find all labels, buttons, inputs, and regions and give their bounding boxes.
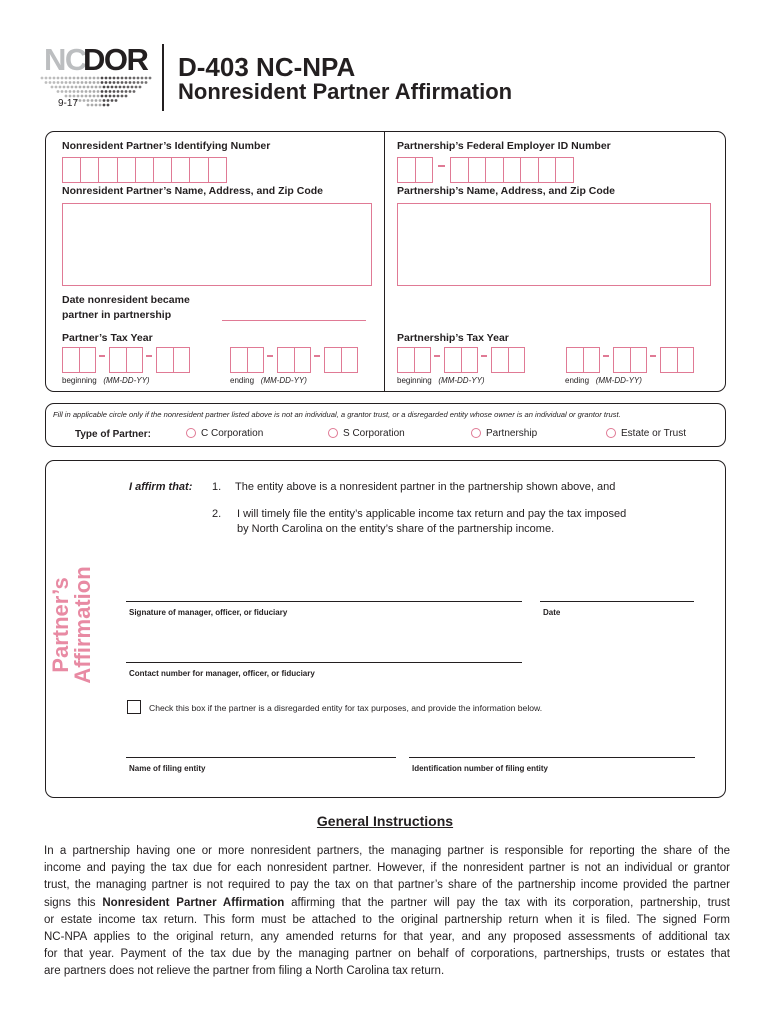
digit-cell[interactable] bbox=[79, 347, 97, 373]
digit-cell[interactable] bbox=[444, 347, 462, 373]
c-corporation-label: C Corporation bbox=[201, 428, 264, 439]
digit-cell[interactable] bbox=[230, 347, 248, 373]
separator-dash bbox=[438, 165, 445, 167]
date-became-label-line2: partner in partnership bbox=[62, 309, 172, 321]
digit-cell[interactable] bbox=[294, 347, 312, 373]
estate-or-trust-radio[interactable] bbox=[606, 428, 616, 438]
partnership-tax-year-label: Partnership’s Tax Year bbox=[397, 332, 509, 344]
filing-entity-id-label: Identification number of filing entity bbox=[412, 764, 548, 773]
separator-dash bbox=[99, 355, 105, 357]
digit-cell[interactable] bbox=[538, 157, 557, 183]
digit-cell[interactable] bbox=[153, 157, 172, 183]
item2-text-line2: by North Carolina on the entity’s share of the partnership income. bbox=[237, 523, 555, 535]
separator-dash bbox=[481, 355, 487, 357]
disregarded-entity-checkbox[interactable] bbox=[127, 700, 141, 714]
beginning-label: beginning bbox=[62, 376, 97, 385]
instructions-line: income and paying the tax due for each nonresident partner. However, if the nonresident partner is not an individual or grantor bbox=[44, 862, 730, 875]
digit-cell[interactable] bbox=[135, 157, 154, 183]
revision-date: 9-17 bbox=[58, 98, 79, 109]
separator-dash bbox=[603, 355, 609, 357]
instructions-line4-before: signs this bbox=[44, 896, 103, 909]
digit-cell[interactable] bbox=[660, 347, 678, 373]
form-title: Nonresident Partner Affirmation bbox=[178, 79, 513, 104]
digit-cell[interactable] bbox=[208, 157, 227, 183]
digit-cell[interactable] bbox=[247, 347, 265, 373]
digit-cell[interactable] bbox=[126, 347, 144, 373]
signature-field[interactable] bbox=[126, 601, 522, 602]
digit-cell[interactable] bbox=[461, 347, 479, 373]
digit-cell[interactable] bbox=[117, 157, 136, 183]
disregarded-entity-text: Check this box if the partner is a disregarded entity for tax purposes, and provide the information below. bbox=[149, 703, 543, 713]
partnership-beginning-caption bbox=[397, 376, 485, 385]
digit-cell[interactable] bbox=[520, 157, 539, 183]
date-field[interactable] bbox=[540, 601, 694, 602]
partner-name-address-field[interactable] bbox=[62, 203, 372, 286]
side-label-line2: Affirmation bbox=[70, 566, 95, 684]
digit-cell[interactable] bbox=[491, 347, 509, 373]
instructions-line: are partners does not relieve the partner from filing a North Carolina tax return. bbox=[44, 965, 445, 978]
instructions-line: for that year. Payment of the tax due by the managing partner on behalf of corporations, partnerships, trusts or estates that bbox=[44, 948, 730, 961]
digit-cell[interactable] bbox=[414, 347, 432, 373]
item2-number: 2. bbox=[212, 508, 222, 520]
date-became-field[interactable] bbox=[222, 320, 366, 321]
digit-cell[interactable] bbox=[485, 157, 504, 183]
digit-cell[interactable] bbox=[397, 347, 415, 373]
partner-type-instruction: Fill in applicable circle only if the nonresident partner listed above is not an individual, a grantor trust, or a disregarded entity whose owner is an individual or grantor trust. bbox=[53, 410, 621, 419]
header-divider bbox=[162, 44, 164, 111]
digit-cell[interactable] bbox=[555, 157, 574, 183]
filing-entity-name-field[interactable] bbox=[126, 757, 396, 758]
date-format: (MM-DD-YY) bbox=[260, 376, 307, 385]
partnership-label: Partnership bbox=[486, 428, 538, 439]
nc-map-dots-icon bbox=[40, 75, 152, 109]
partner-name-label: Nonresident Partner’s Name, Address, and Zip Code bbox=[62, 185, 324, 197]
digit-cell[interactable] bbox=[397, 157, 416, 183]
instructions-line: In a partnership having one or more nonresident partners, the managing partner is responsible for reporting the share of the bbox=[44, 845, 730, 857]
digit-cell[interactable] bbox=[156, 347, 174, 373]
logo-dor-text: DOR bbox=[83, 42, 148, 77]
digit-cell[interactable] bbox=[613, 347, 631, 373]
logo-nc-text: NC bbox=[44, 42, 86, 77]
digit-cell[interactable] bbox=[80, 157, 99, 183]
ending-label: ending bbox=[565, 376, 590, 385]
instructions-line4-after: affirming that the partner will pay the tax with its corporation, partnership, trust bbox=[284, 896, 730, 909]
date-format: (MM-DD-YY) bbox=[438, 376, 485, 385]
digit-cell[interactable] bbox=[583, 347, 601, 373]
digit-cell[interactable] bbox=[277, 347, 295, 373]
fein-label: Partnership’s Federal Employer ID Number bbox=[397, 140, 611, 152]
digit-cell[interactable] bbox=[415, 157, 434, 183]
partnership-name-address-field[interactable] bbox=[397, 203, 711, 286]
contact-number-field[interactable] bbox=[126, 662, 522, 663]
signature-label: Signature of manager, officer, or fiduciary bbox=[129, 608, 288, 617]
side-label-line1: Partner’s bbox=[48, 577, 73, 673]
digit-cell[interactable] bbox=[566, 347, 584, 373]
digit-cell[interactable] bbox=[62, 347, 80, 373]
date-format: (MM-DD-YY) bbox=[103, 376, 150, 385]
date-became-label-line1: Date nonresident became bbox=[62, 294, 190, 306]
estate-or-trust-label: Estate or Trust bbox=[621, 428, 687, 439]
partner-tax-year-label: Partner’s Tax Year bbox=[62, 332, 153, 344]
general-instructions-title-text: General Instructions bbox=[316, 813, 454, 829]
partners-affirmation-side-label bbox=[50, 560, 94, 690]
filing-entity-id-field[interactable] bbox=[409, 757, 695, 758]
digit-cell[interactable] bbox=[450, 157, 469, 183]
digit-cell[interactable] bbox=[503, 157, 522, 183]
section-divider bbox=[384, 131, 385, 392]
separator-dash bbox=[146, 355, 152, 357]
item1-number: 1. bbox=[212, 481, 222, 493]
date-format: (MM-DD-YY) bbox=[595, 376, 642, 385]
digit-cell[interactable] bbox=[109, 347, 127, 373]
filing-entity-name-label: Name of filing entity bbox=[129, 764, 206, 773]
instructions-line: or estate income tax return. This form must be attached to the original partnership return when it is filed. The signed Form bbox=[44, 913, 730, 926]
digit-cell[interactable] bbox=[173, 347, 191, 373]
partner-beginning-caption bbox=[62, 376, 150, 385]
instructions-line bbox=[44, 895, 730, 912]
digit-cell[interactable] bbox=[630, 347, 648, 373]
date-label: Date bbox=[543, 608, 561, 617]
instructions-line: trust, the managing partner is not required to pay the tax on that partner’s share of the partnership income provided the partner bbox=[44, 879, 730, 892]
digit-cell[interactable] bbox=[341, 347, 359, 373]
separator-dash bbox=[434, 355, 440, 357]
digit-cell[interactable] bbox=[468, 157, 487, 183]
digit-cell[interactable] bbox=[189, 157, 208, 183]
instructions-line: NC-NPA applies to the original return, any amended returns for that year, and any proposed assessments of additional tax bbox=[44, 931, 730, 944]
separator-dash bbox=[650, 355, 656, 357]
digit-cell[interactable] bbox=[508, 347, 526, 373]
partner-type-label: Type of Partner: bbox=[75, 429, 151, 440]
contact-number-label: Contact number for manager, officer, or fiduciary bbox=[129, 669, 315, 678]
partner-id-label: Nonresident Partner’s Identifying Number bbox=[62, 140, 271, 152]
c-corporation-radio[interactable] bbox=[186, 428, 196, 438]
partnership-ending-caption bbox=[565, 376, 642, 385]
s-corporation-radio[interactable] bbox=[328, 428, 338, 438]
partnership-radio[interactable] bbox=[471, 428, 481, 438]
item1-text: The entity above is a nonresident partner in the partnership shown above, and bbox=[235, 481, 616, 493]
ending-label: ending bbox=[230, 376, 255, 385]
partnership-name-label: Partnership’s Name, Address, and Zip Code bbox=[397, 185, 616, 197]
digit-cell[interactable] bbox=[171, 157, 190, 183]
general-instructions-title bbox=[0, 813, 770, 829]
beginning-label: beginning bbox=[397, 376, 432, 385]
digit-cell[interactable] bbox=[677, 347, 695, 373]
form-number: D-403 NC-NPA bbox=[178, 52, 356, 82]
digit-cell[interactable] bbox=[62, 157, 81, 183]
partner-ending-caption bbox=[230, 376, 307, 385]
separator-dash bbox=[267, 355, 273, 357]
digit-cell[interactable] bbox=[98, 157, 117, 183]
separator-dash bbox=[314, 355, 320, 357]
affirm-label: I affirm that: bbox=[129, 481, 193, 493]
form-name-emphasis: Nonresident Partner Affirmation bbox=[102, 896, 285, 909]
item2-text-line1: I will timely file the entity’s applicable income tax return and pay the tax imposed bbox=[237, 508, 627, 520]
s-corporation-label: S Corporation bbox=[343, 428, 405, 439]
general-instructions-text bbox=[44, 843, 730, 981]
digit-cell[interactable] bbox=[324, 347, 342, 373]
